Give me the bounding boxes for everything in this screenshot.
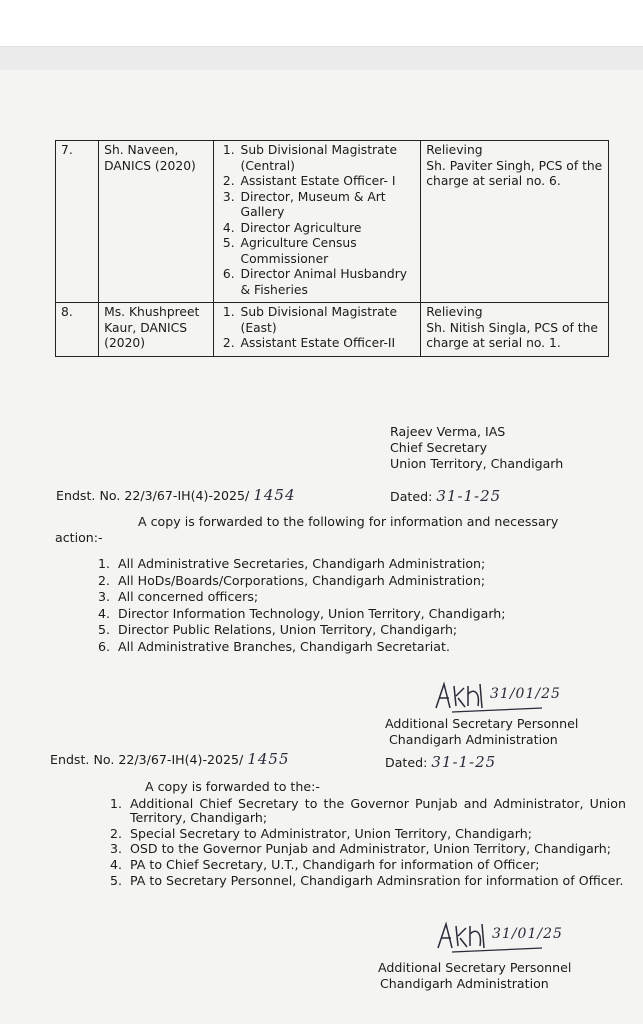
- signatory-designation: Chief Secretary: [390, 440, 488, 455]
- remark-text: Sh. Paviter Singh, PCS of the charge at serial no. 6.: [426, 158, 603, 188]
- viewer-top-bar: [0, 0, 643, 46]
- signatory-office: Chandigarh Administration: [389, 732, 558, 747]
- remarks-cell: [421, 141, 609, 303]
- forwarding-intro: A copy is forwarded to the:-: [145, 779, 320, 794]
- handwritten-date: 31-1-25: [436, 487, 502, 505]
- list-item: 3. All concerned officers;: [114, 589, 584, 606]
- endorsement-number-text: Endst. No. 22/3/67-IH(4)-2025/: [50, 752, 244, 767]
- table-row: [56, 141, 609, 303]
- forwarding-intro-line-2: action:-: [55, 530, 103, 545]
- officer-name-cell: Ms. Khushpreet Kaur, DANICS (2020): [99, 303, 213, 357]
- additional-secretary-signature-block-1: [385, 716, 578, 748]
- list-item: 4. Director Agriculture: [239, 221, 416, 237]
- serial-cell: 8.: [56, 303, 99, 357]
- remark-heading: Relieving: [426, 143, 483, 157]
- signatory-name: Rajeev Verma, IAS: [390, 424, 506, 439]
- chief-secretary-signature-block: [390, 424, 563, 472]
- additional-secretary-signature-block-2: [378, 960, 571, 992]
- handwritten-initials-2: [434, 918, 563, 962]
- list-item: 6. Director Animal Husbandry & Fisheries: [239, 267, 416, 298]
- handwritten-date: 31-1-25: [431, 753, 497, 771]
- signatory-office: Chandigarh Administration: [380, 976, 549, 991]
- table-row: [56, 303, 609, 357]
- endorsement-date-2: [385, 753, 496, 771]
- list-item: 2. Assistant Estate Officer-II: [239, 336, 416, 352]
- charge-allocation-table: [55, 140, 609, 357]
- list-item: 2. Assistant Estate Officer- I: [239, 174, 416, 190]
- posts-cell: [213, 141, 421, 303]
- list-item: 5. Director Public Relations, Union Territory, Chandigarh;: [114, 622, 584, 639]
- recipients-list-1: [92, 556, 584, 655]
- list-item: 1. Additional Chief Secretary to the Governor Punjab and Administrator, Union Territory, Chandigarh;: [126, 797, 626, 825]
- initials-date: 31/01/25: [490, 686, 561, 702]
- list-item: 1. Sub Divisional Magistrate (Central): [239, 143, 416, 174]
- signatory-office: Union Territory, Chandigarh: [390, 456, 564, 471]
- recipients-list-2: [104, 797, 626, 890]
- signatory-designation: Additional Secretary Personnel: [378, 960, 572, 975]
- endorsement-date-1: [390, 487, 501, 505]
- posts-cell: [213, 303, 421, 357]
- serial-cell: 7.: [56, 141, 99, 303]
- list-item: 6. All Administrative Branches, Chandigarh Secretariat.: [114, 639, 584, 656]
- viewer-divider: [0, 46, 643, 71]
- signatory-designation: Additional Secretary Personnel: [385, 716, 579, 731]
- list-item: 2. All HoDs/Boards/Corporations, Chandigarh Administration;: [114, 573, 584, 590]
- initials-date: 31/01/25: [492, 926, 563, 942]
- remark-heading: Relieving: [426, 305, 483, 319]
- handwritten-dispatch-number: 1455: [247, 750, 290, 768]
- list-item: 3. OSD to the Governor Punjab and Administrator, Union Territory, Chandigarh;: [126, 842, 626, 856]
- list-item: 4. Director Information Technology, Union Territory, Chandigarh;: [114, 606, 584, 623]
- list-item: 4. PA to Chief Secretary, U.T., Chandigarh for information of Officer;: [126, 858, 626, 872]
- remark-text: Sh. Nitish Singla, PCS of the charge at serial no. 1.: [426, 320, 598, 350]
- dated-label: Dated:: [385, 755, 428, 770]
- list-item: 1. Sub Divisional Magistrate (East): [239, 305, 416, 336]
- endorsement-number-2: [50, 751, 290, 768]
- posts-list: [219, 305, 416, 352]
- endorsement-number-text: Endst. No. 22/3/67-IH(4)-2025/: [56, 488, 250, 503]
- handwritten-dispatch-number: 1454: [253, 486, 296, 504]
- list-item: 2. Special Secretary to Administrator, Union Territory, Chandigarh;: [126, 827, 626, 841]
- dated-label: Dated:: [390, 489, 433, 504]
- endorsement-number-1: [56, 487, 296, 504]
- list-item: 5. PA to Secretary Personnel, Chandigarh Adminsration for information of Officer.: [126, 874, 626, 888]
- list-item: 5. Agriculture Census Commissioner: [239, 236, 416, 267]
- posts-list: [219, 143, 416, 298]
- remarks-cell: [421, 303, 609, 357]
- list-item: 3. Director, Museum & Art Gallery: [239, 190, 416, 221]
- list-item: 1. All Administrative Secretaries, Chandigarh Administration;: [114, 556, 584, 573]
- officer-name-cell: Sh. Naveen, DANICS (2020): [99, 141, 213, 303]
- forwarding-intro-line-1: A copy is forwarded to the following for information and necessary: [138, 514, 559, 529]
